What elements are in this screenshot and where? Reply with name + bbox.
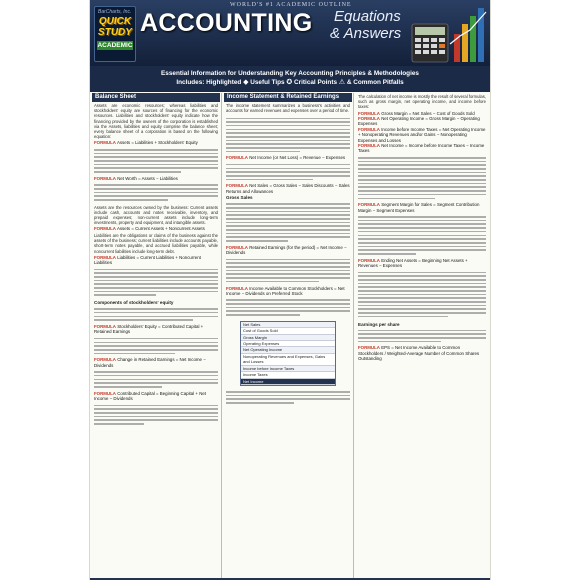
text-block [92,401,220,427]
table-row: Net Income [241,379,335,385]
logo-study: STUDY [98,27,132,38]
column-income-formulas [356,93,488,580]
column-balance-sheet [92,93,220,580]
formula-net-sales: FORMULA Net Sales = Gross Sales − Sales Discounts − Sales Returns and Allowances [226,183,350,194]
gross-sales-label: Gross Sales [226,195,253,201]
formula-contributed-capital: FORMULA Contributed Capital = Beginning Capital + Net Income − Dividends [94,390,207,402]
equity-components-label: Components of stockholders' equity [94,300,174,306]
formula-liabilities: FORMULA Liabilities = Current Liabilities + Noncurrent Liabilities [94,254,201,266]
text-block [92,266,220,300]
table-row: Operating Expenses [241,341,335,347]
page-title: ACCOUNTING [140,9,313,37]
formula-income-available: FORMULA Income Available to Common Stockholders = Net Income − Dividends on Preferred Stock [226,285,345,296]
text-block [224,161,352,184]
text-block [356,213,488,258]
assets-paragraph: Assets are the resources owned by the business: Current assets include cash, accounts and notes receivable, inventory, and prepaid expenses; non-current assets include long-term investments, property and equipment, and intangible assets. [94,204,218,226]
logo-quick: QUICK [98,16,132,27]
text-block [224,114,352,155]
logo-academic-badge: ACADEMIC [97,42,133,49]
income-statement-table [240,321,336,386]
formula-gross-margin: FORMULA Gross Margin = Net Sales − Cost of Goods Sold [358,110,475,116]
calculator-chart-illustration [410,4,488,64]
table-row: Net Sales [241,322,335,328]
strip-line2: Includes: Highlighted ◆ Useful Tips ✪ Critical Points ⚠ & Common Pitfalls [176,79,404,86]
text-block [224,296,352,319]
balance-sheet-intro: Assets are economic resources; whereas liabilities and stockholders' equity are sources of financing for the economic resources. Liabilities and stockholders' equity indicate how the financing provided by the owners of the corporation is established via the Assets, liabilities and equity comprise the balance sheet; every balance sheet of a corporation is based on the following equation: [94,103,218,140]
table-row: Income Taxes [241,372,335,378]
text-block [224,388,352,407]
table-row: Income before Income Taxes [241,366,335,372]
lightbulb-icon: ✪ [286,79,293,86]
text-block [224,256,352,286]
strip-line1: Essential Information for Understanding Key Accounting Principles & Methodologies [161,70,419,77]
quickstudy-logo [94,6,136,62]
table-row: Gross Margin [241,335,335,341]
formula-assets: FORMULA Assets = Current Assets + Noncurrent Assets [94,226,205,232]
formula-stockholders-equity: FORMULA Stockholders' Equity = Contributed Capital + Retained Earnings [94,323,204,335]
text-block [92,368,220,391]
column-divider [221,93,222,580]
text-block [356,327,488,346]
formula-segment-margin: FORMULA Segment Margin for Sales = Segment Contribution Margin − Segment Expenses [358,202,480,213]
table-row: Net Operating Income [241,347,335,353]
formula-income-before-taxes: FORMULA Income before Income Taxes = Net Operating Income + Nonoperating Revenues and/or Gains − Nonoperating Expenses and Losses [358,126,486,143]
formula-retained-earnings: FORMULA Retained Earnings (for the period) = Net Income − Dividends [226,244,347,256]
section-heading-balance-sheet: Balance Sheet [92,93,220,102]
section-heading-income-statement: Income Statement & Retained Earnings [224,93,352,102]
header-banner [90,0,490,66]
page-subtitle-line1: Equations [334,8,401,25]
formula-ending-net-assets: FORMULA Ending Net Assets = Beginning Net Assets + Revenues − Expenses [358,257,468,269]
subtitle-strip [90,66,490,92]
formula-net-worth: FORMULA Net Worth = Assets − Liabilities [94,175,178,181]
formula-net-income: FORMULA Net Income (or Net Loss) = Revenue − Expenses [226,155,346,161]
warning-icon: ⚠ [338,79,346,86]
table-row: Cost of Goods Sold [241,328,335,334]
net-income-calculation-intro: The calculation of net income is mostly the result of several formulas, such as gross margin, net operating income, and income before taxes: [358,94,487,110]
column-divider [353,93,354,580]
text-block [92,146,220,176]
column-income-statement [224,93,352,580]
study-sheet [90,0,490,580]
text-block [224,200,352,245]
text-block [92,335,220,358]
liabilities-paragraph: Liabilities are the obligations or claims of the business against the assets of the business; current liabilities include accounts payable, short-term notes payable, and accrued liabilities payable, while noncurrent liabilities include long-term debt. [94,232,218,254]
page-subtitle-line2: & Answers [330,25,402,42]
publisher-name: BarCharts, Inc. [98,9,132,15]
formula-net-operating-income: FORMULA Net Operating Income = Gross Margin − Operating Expenses [358,116,480,127]
earnings-per-share-label: Earnings per share [358,321,400,327]
text-block [356,268,488,320]
formula-net-income-after-tax: FORMULA Net Income = Income before Income Taxes − Income Taxes [358,143,485,154]
text-block [92,181,220,204]
text-block [356,154,488,202]
formula-accounting-equation: FORMULA Assets = Liabilities + Stockholders' Equity [94,140,198,146]
formula-eps: FORMULA EPS = Net Income Available to Common Stockholders / Weighted-Average Number of Common Shares Outstanding [358,345,480,362]
table-row: Nonoperating Revenues and Expenses, Gains and Losses [241,354,335,366]
key-icon: ◆ [243,79,249,86]
formula-retained-earnings-change: FORMULA Change in Retained Earnings = Net Income − Dividends [94,357,206,368]
series-tagline: WORLD'S #1 ACADEMIC OUTLINE [230,2,352,8]
income-statement-intro: The income statement summarizes a business's activities and accounts for earned revenues and expenses over a period of time. [226,103,350,114]
text-block [92,305,220,324]
